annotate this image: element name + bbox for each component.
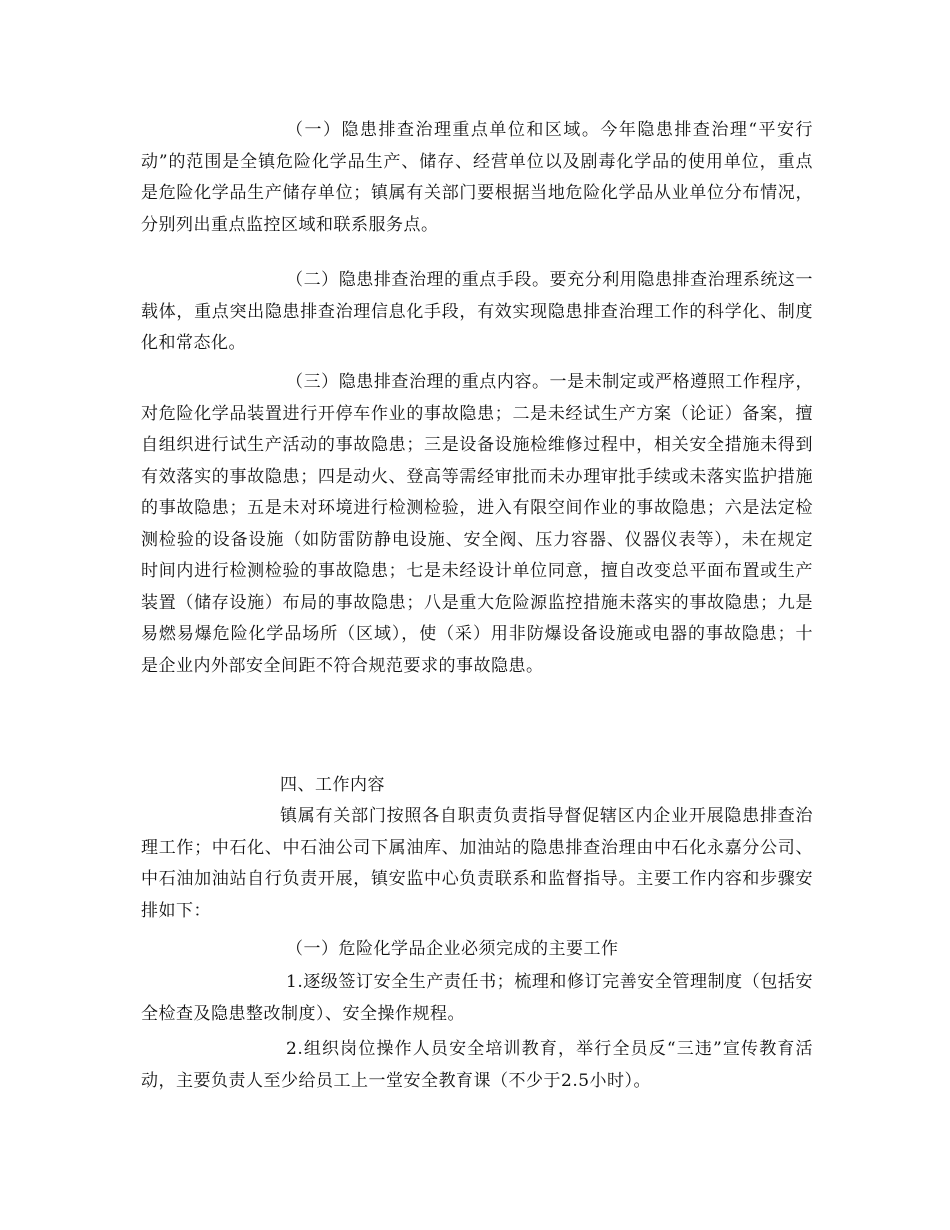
- section-heading-work-content: 四、工作内容: [280, 775, 385, 795]
- subheading-enterprise-tasks: （一）危险化学品企业必须完成的主要工作: [286, 939, 619, 959]
- list-item-responsibility: 1.逐级签订安全生产责任书；梳理和修订完善安全管理制度（包括安全检查及隐患整改制度）、安全操作规程。: [141, 972, 813, 1024]
- list-item-training: 2.组织岗位操作人员安全培训教育，举行全员反“三违”宣传教育活动，主要负责人至少给员工上一堂安全教育课（不少于2.5小时）。: [141, 1039, 813, 1091]
- paragraph-key-means: （二）隐患排查治理的重点手段。要充分利用隐患排查治理系统这一载体，重点突出隐患排查治理信息化手段，有效实现隐患排查治理工作的科学化、制度化和常态化。: [141, 270, 813, 353]
- paragraph-key-units: （一）隐患排查治理重点单位和区域。今年隐患排查治理“平安行动”的范围是全镇危险化学品生产、储存、经营单位以及剧毒化学品的使用单位，重点是危险化学品生产储存单位；镇属有关部门要根据当地危险化学品从业单位分布情况，分别列出重点监控区域和联系服务点。: [141, 120, 813, 235]
- paragraph-key-contents: （三）隐患排查治理的重点内容。一是未制定或严格遵照工作程序，对危险化学品装置进行开停车作业的事故隐患；二是未经试生产方案（论证）备案，擅自组织进行试生产活动的事故隐患；三是设备设施检维修过程中，相关安全措施未得到有效落实的事故隐患；四是动火、登高等需经审批而未办理审批手续或未落实监护措施的事故隐患；五是未对环境进行检测检验，进入有限空间作业的事故隐患；六是法定检测检验的设备设施（如防雷防静电设施、安全阀、压力容器、仪器仪表等），未在规定时间内进行检测检验的事故隐患；七是未经设计单位同意，擅自改变总平面布置或生产装置（储存设施）布局的事故隐患；八是重大危险源监控措施未落实的事故隐患；九是易燃易爆危险化学品场所（区域），使（采）用非防爆设备设施或电器的事故隐患；十是企业内外部安全间距不符合规范要求的事故隐患。: [141, 372, 813, 676]
- paragraph-work-arrangement: 镇属有关部门按照各自职责负责指导督促辖区内企业开展隐患排查治理工作；中石化、中石油公司下属油库、加油站的隐患排查治理由中石化永嘉分公司、中石油加油站自行负责开展，镇安监中心负责联系和监督指导。主要工作内容和步骤安排如下：: [141, 806, 813, 921]
